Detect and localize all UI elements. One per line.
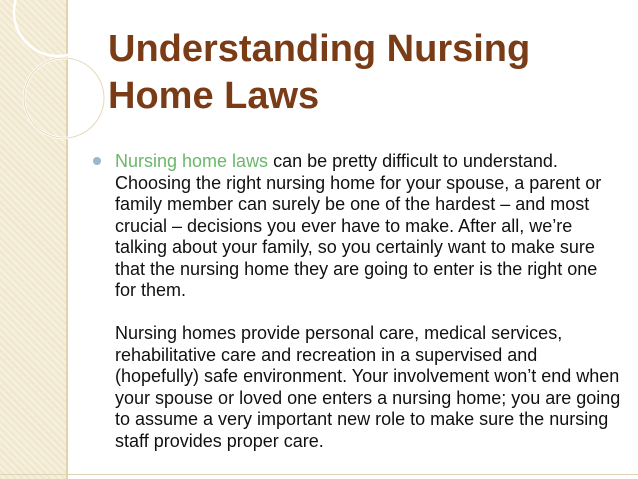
bottom-border-line [0, 474, 638, 475]
paragraph-2: Nursing homes provide personal care, medical services, rehabilitative care and recreation in a supervised and (hopefully) safe environment. Your involvement won’t end when your spouse or loved one enters a nursing home; you are going to assume a very important new role to make sure the nursing staff provides proper care. [115, 323, 621, 451]
paragraph-1-text: can be pretty difficult to understand. Choosing the right nursing home for your spouse, a parent or family member can surely be one of the hardest – and most crucial – decisions you ever have to make. After all, we’re talking about your family, so you certainly want to make sure that the nursing home they are going to enter is the right one for them. [115, 151, 602, 300]
title-line-2: Home Laws [108, 75, 320, 117]
paragraph-1 [115, 151, 623, 302]
slide-title [108, 26, 608, 120]
bullet-icon [93, 157, 101, 165]
slide-body [93, 151, 623, 452]
nursing-home-laws-link[interactable]: Nursing home laws [115, 151, 269, 171]
title-line-1: Understanding Nursing [108, 28, 531, 70]
